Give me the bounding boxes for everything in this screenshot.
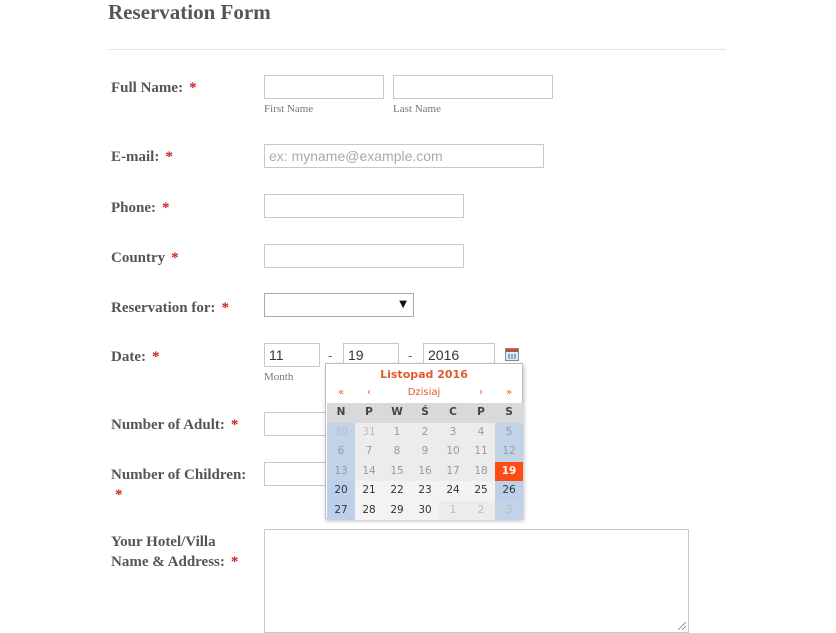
calendar-day-cell[interactable]: 15: [383, 462, 411, 482]
country-input[interactable]: [264, 244, 464, 268]
country-label: [111, 248, 179, 268]
phone-input[interactable]: [264, 194, 464, 218]
calendar-day-cell[interactable]: 2: [411, 423, 439, 443]
calendar-day-cell[interactable]: 27: [327, 501, 355, 521]
calendar-day-cell[interactable]: 13: [327, 462, 355, 482]
calendar-day-cell[interactable]: 19: [495, 462, 523, 482]
last-name-input[interactable]: [393, 75, 553, 99]
next-year-button[interactable]: »: [506, 387, 513, 398]
title-divider: [108, 49, 726, 50]
required-mark: *: [162, 200, 170, 216]
calendar-day-cell[interactable]: 1: [383, 423, 411, 443]
phone-label: [111, 198, 170, 218]
next-month-button[interactable]: ›: [479, 387, 483, 398]
email-input[interactable]: [264, 144, 544, 168]
calendar-day-cell[interactable]: 24: [439, 481, 467, 501]
required-mark: *: [230, 554, 239, 570]
calendar-day-cell[interactable]: 28: [355, 501, 383, 521]
weekday-header-row: [327, 403, 523, 423]
adults-label-text: Number of Adult:: [111, 417, 225, 433]
calendar-week-row: [327, 462, 523, 482]
reservation-for-label: [111, 298, 229, 318]
date-separator: -: [408, 348, 413, 363]
calendar-day-cell[interactable]: 26: [495, 481, 523, 501]
date-label-text: Date:: [111, 349, 146, 365]
required-mark: *: [151, 349, 160, 365]
children-label-text: Number of Children:: [111, 467, 247, 483]
resize-grip-icon[interactable]: [678, 622, 686, 630]
email-label-text: E-mail:: [111, 149, 160, 165]
calendar-week-row: [327, 501, 523, 521]
prev-year-button[interactable]: «: [338, 387, 345, 398]
calendar-week-row: [327, 442, 523, 462]
required-mark: *: [189, 80, 197, 96]
calendar-day-cell[interactable]: 4: [467, 423, 495, 443]
date-separator: -: [328, 348, 333, 363]
calendar-grid: [327, 403, 523, 520]
calendar-day-cell[interactable]: 3: [495, 501, 523, 521]
calendar-day-cell[interactable]: 30: [411, 501, 439, 521]
hotel-address-textarea[interactable]: [264, 529, 689, 633]
calendar-day-cell[interactable]: 3: [439, 423, 467, 443]
calendar-week-row: [327, 481, 523, 501]
last-name-sublabel: Last Name: [393, 103, 441, 115]
weekday-header: P: [355, 403, 383, 423]
first-name-input[interactable]: [264, 75, 384, 99]
email-label: [111, 147, 173, 167]
calendar-day-cell[interactable]: 10: [439, 442, 467, 462]
calendar-day-cell[interactable]: 18: [467, 462, 495, 482]
today-button[interactable]: Dzisiaj: [407, 387, 441, 398]
weekday-header: Ś: [411, 403, 439, 423]
date-label: [111, 347, 159, 367]
form-title: Reservation Form: [108, 0, 271, 24]
calendar-day-cell[interactable]: 30: [327, 423, 355, 443]
month-sublabel: Month: [264, 371, 294, 383]
weekday-header: P: [467, 403, 495, 423]
phone-label-text: Phone:: [111, 200, 156, 216]
calendar-day-cell[interactable]: 12: [495, 442, 523, 462]
hotel-label-line1: Your Hotel/Villa: [111, 534, 216, 550]
calendar-day-cell[interactable]: 17: [439, 462, 467, 482]
calendar-day-cell[interactable]: 31: [355, 423, 383, 443]
weekday-header: N: [327, 403, 355, 423]
required-mark: *: [115, 487, 123, 503]
calendar-day-cell[interactable]: 7: [355, 442, 383, 462]
required-mark: *: [221, 300, 230, 316]
reservation-for-select[interactable]: [264, 293, 414, 317]
children-label: [111, 465, 246, 505]
required-mark: *: [171, 250, 179, 266]
adults-input[interactable]: [264, 412, 334, 436]
prev-month-button[interactable]: ‹: [367, 387, 371, 398]
calendar-icon[interactable]: [505, 348, 519, 361]
calendar-day-cell[interactable]: 21: [355, 481, 383, 501]
calendar-day-cell[interactable]: 14: [355, 462, 383, 482]
hotel-label-line2: Name & Address:: [111, 554, 225, 570]
calendar-month-title: Listopad 2016: [380, 368, 468, 381]
calendar-day-cell[interactable]: 1: [439, 501, 467, 521]
calendar-day-cell[interactable]: 2: [467, 501, 495, 521]
weekday-header: S: [495, 403, 523, 423]
calendar-day-cell[interactable]: 23: [411, 481, 439, 501]
hotel-label: [111, 532, 238, 572]
full-name-label-text: Full Name:: [111, 80, 184, 96]
adults-label: [111, 415, 238, 435]
full-name-label: [111, 78, 197, 98]
calendar-day-cell[interactable]: 8: [383, 442, 411, 462]
required-mark: *: [165, 149, 173, 165]
calendar-day-cell[interactable]: 9: [411, 442, 439, 462]
calendar-day-cell[interactable]: 25: [467, 481, 495, 501]
country-label-text: Country: [111, 250, 166, 266]
required-mark: *: [230, 417, 239, 433]
calendar-day-cell[interactable]: 29: [383, 501, 411, 521]
dropdown-arrow-icon: ▼: [399, 299, 407, 310]
first-name-sublabel: First Name: [264, 103, 314, 115]
calendar-day-cell[interactable]: 22: [383, 481, 411, 501]
reservation-for-label-text: Reservation for:: [111, 300, 216, 316]
date-picker-popup: [325, 363, 523, 519]
weekday-header: C: [439, 403, 467, 423]
date-month-input[interactable]: [264, 343, 320, 367]
calendar-day-cell[interactable]: 20: [327, 481, 355, 501]
children-input[interactable]: [264, 462, 334, 486]
calendar-day-cell[interactable]: 16: [411, 462, 439, 482]
calendar-day-cell[interactable]: 6: [327, 442, 355, 462]
calendar-week-row: [327, 423, 523, 443]
calendar-day-cell[interactable]: 5: [495, 423, 523, 443]
weekday-header: W: [383, 403, 411, 423]
calendar-day-cell[interactable]: 11: [467, 442, 495, 462]
